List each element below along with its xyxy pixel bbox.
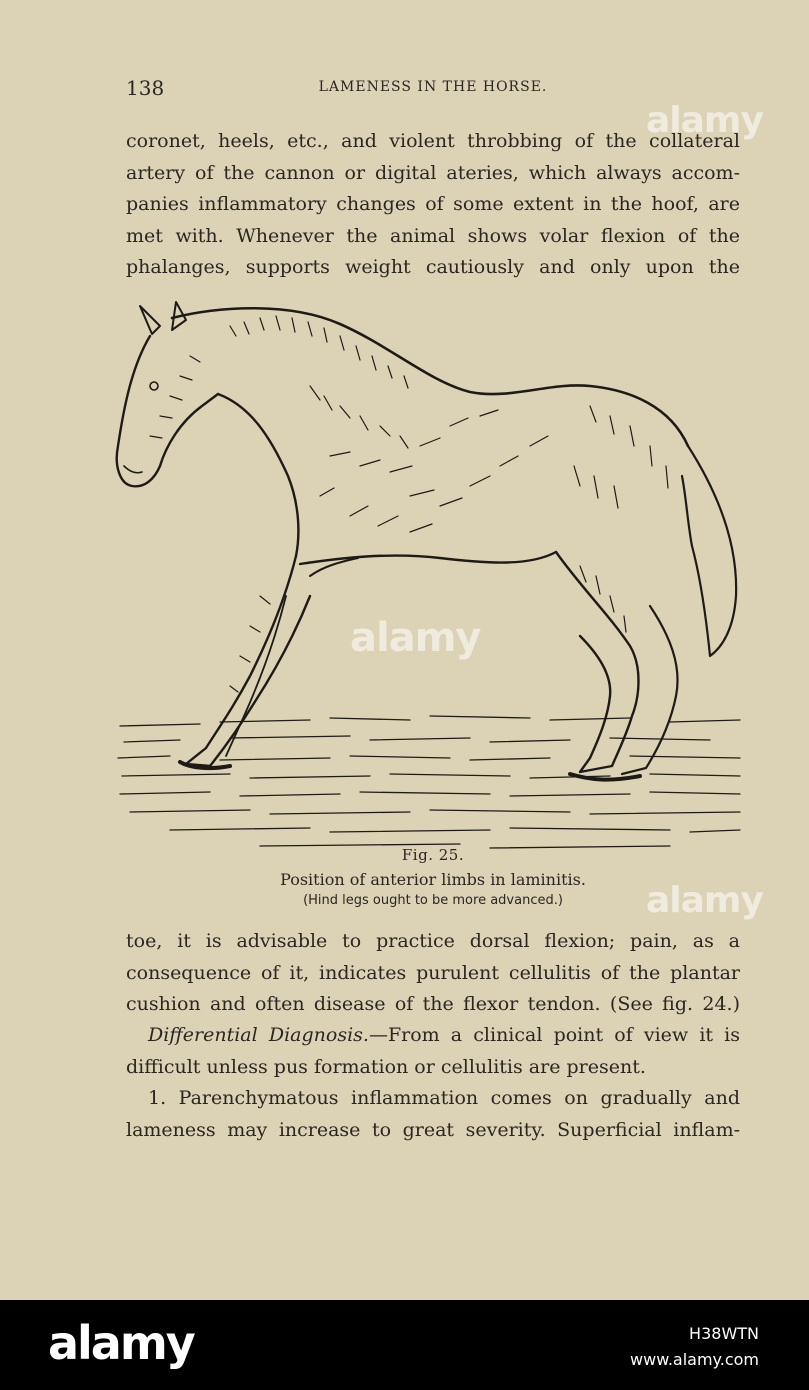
text-line: lameness may increase to great severity. Superficial inflam- — [126, 1118, 740, 1141]
watermark: alamy — [646, 100, 763, 141]
running-head: LAMENESS IN THE HORSE. — [318, 79, 548, 95]
text-line: met with. Whenever the animal shows volar flexion of the — [126, 224, 740, 247]
text-line: panies inflammatory changes of some extent in the hoof, are — [126, 193, 740, 215]
alamy-logo: alamy — [48, 1316, 194, 1370]
horse-illustration — [110, 296, 750, 856]
text-line — [126, 1020, 740, 1052]
image-id: H38WTN — [689, 1324, 759, 1343]
page-header — [126, 76, 740, 100]
figure-label: Fig. 25. — [401, 846, 465, 864]
paragraph-after-figure — [126, 926, 740, 1021]
text-line: artery of the cannon or digital ateries, which always accom- — [126, 161, 740, 184]
text-line: consequence of it, indicates purulent cellulitis of the plantar — [126, 961, 740, 984]
text-line: 1. Parenchymatous inflammation comes on gradually and — [148, 1087, 740, 1109]
text-line: coronet, heels, etc., and violent throbbing of the collateral — [126, 130, 740, 152]
paragraph-differential-diagnosis — [126, 1020, 740, 1083]
figure-note: (Hind legs ought to be more advanced.) — [303, 893, 563, 908]
paragraph-continuation — [126, 126, 740, 284]
text-line: toe, it is advisable to practice dorsal flexion; pain, as a — [126, 930, 740, 952]
figure-caption: Position of anterior limbs in laminitis. — [280, 870, 586, 889]
page-number: 138 — [126, 76, 165, 100]
text-line: phalanges, supports weight cautiously and only upon the — [126, 256, 740, 278]
text-line: cushion and often disease of the flexor tendon. (See fig. 24.) — [126, 993, 740, 1015]
site-url: www.alamy.com — [630, 1350, 759, 1369]
watermark: alamy — [646, 880, 763, 921]
text-fragment: —From a clinical point of view it is — [368, 1024, 740, 1046]
text-line: difficult unless pus formation or cellulitis are present. — [126, 1055, 646, 1078]
section-heading: Differential Diagnosis. — [148, 1024, 369, 1046]
watermark: alamy — [350, 615, 481, 661]
paragraph-numbered-1 — [126, 1083, 740, 1146]
stock-footer-bar — [0, 1300, 809, 1390]
